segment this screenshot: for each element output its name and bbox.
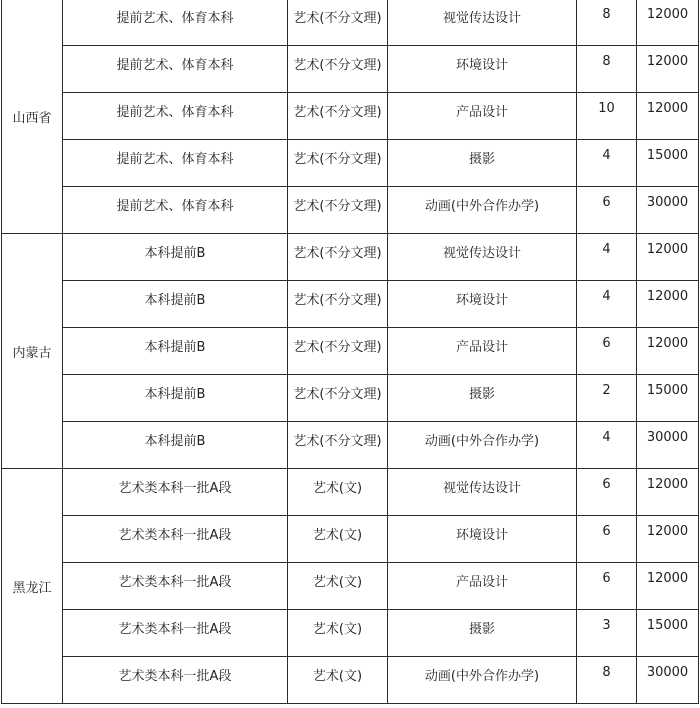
fee-cell — [637, 469, 699, 516]
category-cell — [288, 46, 388, 93]
major-cell-text: 产品设计 — [455, 105, 508, 120]
fee-cell — [637, 610, 699, 657]
fee-cell — [637, 0, 699, 46]
batch-cell-text: 艺术类本科一批A段 — [118, 481, 232, 496]
count-cell-text: 8 — [602, 665, 611, 680]
table-row — [2, 563, 699, 610]
category-cell-text: 艺术(文) — [312, 669, 363, 684]
count-cell — [577, 375, 637, 422]
category-cell — [288, 234, 388, 281]
fee-cell — [637, 657, 699, 704]
major-cell — [388, 563, 577, 610]
fee-cell — [637, 328, 699, 375]
batch-cell-text: 提前艺术、体育本科 — [116, 11, 234, 26]
major-cell-text: 视觉传达设计 — [442, 481, 521, 496]
fee-cell — [637, 93, 699, 140]
fee-cell-text: 15000 — [646, 618, 689, 633]
category-cell — [288, 93, 388, 140]
batch-cell — [63, 234, 288, 281]
table-row — [2, 469, 699, 516]
province-label: 内蒙古 — [12, 345, 52, 361]
count-cell-text: 4 — [602, 242, 611, 257]
fee-cell-text: 30000 — [646, 195, 689, 210]
category-cell-text: 艺术(不分文理) — [293, 246, 382, 261]
batch-cell-text: 本科提前B — [144, 387, 206, 402]
fee-cell-text: 12000 — [646, 242, 689, 257]
major-cell — [388, 46, 577, 93]
province-label: 山西省 — [12, 110, 52, 126]
major-cell — [388, 187, 577, 234]
batch-cell-text: 提前艺术、体育本科 — [116, 105, 234, 120]
fee-cell — [637, 46, 699, 93]
category-cell-text: 艺术(不分文理) — [293, 387, 382, 402]
table-row — [2, 46, 699, 93]
major-cell-text: 产品设计 — [455, 340, 508, 355]
table-row — [2, 657, 699, 704]
batch-cell-text: 本科提前B — [144, 340, 206, 355]
fee-cell — [637, 375, 699, 422]
count-cell-text: 4 — [602, 430, 611, 445]
fee-cell-text: 12000 — [646, 54, 689, 69]
table-row — [2, 187, 699, 234]
major-cell-text: 环境设计 — [455, 58, 508, 73]
major-cell-text: 产品设计 — [455, 575, 508, 590]
major-cell — [388, 281, 577, 328]
province-label: 黑龙江 — [12, 580, 52, 596]
count-cell-text: 3 — [602, 618, 611, 633]
count-cell — [577, 187, 637, 234]
table-row — [2, 234, 699, 281]
count-cell-text: 10 — [598, 101, 615, 116]
table-row — [2, 328, 699, 375]
category-cell — [288, 281, 388, 328]
category-cell-text: 艺术(不分文理) — [293, 199, 382, 214]
major-cell — [388, 0, 577, 46]
fee-cell-text: 12000 — [646, 7, 689, 22]
table-row — [2, 93, 699, 140]
category-cell-text: 艺术(文) — [312, 528, 363, 543]
category-cell-text: 艺术(文) — [312, 481, 363, 496]
count-cell-text: 6 — [602, 524, 611, 539]
major-cell — [388, 610, 577, 657]
major-cell — [388, 328, 577, 375]
batch-cell-text: 本科提前B — [144, 434, 206, 449]
count-cell-text: 6 — [602, 571, 611, 586]
batch-cell — [63, 657, 288, 704]
batch-cell-text: 艺术类本科一批A段 — [118, 575, 232, 590]
major-cell — [388, 140, 577, 187]
count-cell — [577, 234, 637, 281]
batch-cell — [63, 422, 288, 469]
batch-cell — [63, 328, 288, 375]
count-cell — [577, 281, 637, 328]
category-cell — [288, 187, 388, 234]
fee-cell-text: 12000 — [646, 101, 689, 116]
count-cell-text: 6 — [602, 195, 611, 210]
category-cell — [288, 328, 388, 375]
category-cell-text: 艺术(文) — [312, 622, 363, 637]
count-cell-text: 6 — [602, 336, 611, 351]
fee-cell-text: 12000 — [646, 524, 689, 539]
fee-cell — [637, 516, 699, 563]
major-cell-text: 动画(中外合作办学) — [424, 669, 540, 684]
count-cell-text: 8 — [602, 7, 611, 22]
count-cell — [577, 657, 637, 704]
count-cell-text: 4 — [602, 289, 611, 304]
batch-cell — [63, 563, 288, 610]
category-cell — [288, 469, 388, 516]
province-cell — [2, 0, 63, 234]
batch-cell — [63, 469, 288, 516]
fee-cell — [637, 187, 699, 234]
batch-cell — [63, 375, 288, 422]
batch-cell — [63, 0, 288, 46]
table-row — [2, 140, 699, 187]
batch-cell-text: 艺术类本科一批A段 — [118, 669, 232, 684]
batch-cell — [63, 516, 288, 563]
batch-cell — [63, 93, 288, 140]
batch-cell — [63, 187, 288, 234]
fee-cell — [637, 422, 699, 469]
table-row — [2, 610, 699, 657]
fee-cell — [637, 140, 699, 187]
category-cell-text: 艺术(不分文理) — [293, 152, 382, 167]
fee-cell-text: 12000 — [646, 336, 689, 351]
batch-cell-text: 本科提前B — [144, 293, 206, 308]
fee-cell-text: 15000 — [646, 148, 689, 163]
fee-cell-text: 12000 — [646, 289, 689, 304]
category-cell — [288, 516, 388, 563]
count-cell — [577, 140, 637, 187]
major-cell — [388, 93, 577, 140]
major-cell-text: 动画(中外合作办学) — [424, 434, 540, 449]
batch-cell-text: 提前艺术、体育本科 — [116, 152, 234, 167]
batch-cell-text: 提前艺术、体育本科 — [116, 58, 234, 73]
major-cell-text: 摄影 — [468, 387, 495, 402]
batch-cell-text: 提前艺术、体育本科 — [116, 199, 234, 214]
count-cell — [577, 328, 637, 375]
major-cell-text: 视觉传达设计 — [442, 246, 521, 261]
category-cell-text: 艺术(不分文理) — [293, 58, 382, 73]
category-cell — [288, 657, 388, 704]
table-row — [2, 375, 699, 422]
count-cell-text: 8 — [602, 54, 611, 69]
category-cell — [288, 0, 388, 46]
fee-cell — [637, 563, 699, 610]
table-row — [2, 281, 699, 328]
fee-cell-text: 15000 — [646, 383, 689, 398]
fee-cell — [637, 281, 699, 328]
category-cell-text: 艺术(不分文理) — [293, 434, 382, 449]
category-cell-text: 艺术(文) — [312, 575, 363, 590]
category-cell-text: 艺术(不分文理) — [293, 105, 382, 120]
category-cell — [288, 563, 388, 610]
major-cell — [388, 657, 577, 704]
count-cell-text: 6 — [602, 477, 611, 492]
major-cell — [388, 422, 577, 469]
category-cell-text: 艺术(不分文理) — [293, 293, 382, 308]
count-cell-text: 2 — [602, 383, 611, 398]
category-cell — [288, 375, 388, 422]
category-cell — [288, 422, 388, 469]
category-cell-text: 艺术(不分文理) — [293, 340, 382, 355]
category-cell — [288, 610, 388, 657]
count-cell — [577, 516, 637, 563]
major-cell-text: 视觉传达设计 — [442, 11, 521, 26]
table-row — [2, 0, 699, 46]
count-cell — [577, 563, 637, 610]
category-cell-text: 艺术(不分文理) — [293, 11, 382, 26]
fee-cell-text: 30000 — [646, 430, 689, 445]
count-cell-text: 4 — [602, 148, 611, 163]
major-cell — [388, 516, 577, 563]
batch-cell-text: 艺术类本科一批A段 — [118, 528, 232, 543]
category-cell — [288, 140, 388, 187]
major-cell-text: 动画(中外合作办学) — [424, 199, 540, 214]
major-cell-text: 环境设计 — [455, 528, 508, 543]
batch-cell — [63, 46, 288, 93]
fee-cell-text: 30000 — [646, 665, 689, 680]
major-cell — [388, 469, 577, 516]
major-cell-text: 摄影 — [468, 622, 495, 637]
batch-cell-text: 本科提前B — [144, 246, 206, 261]
count-cell — [577, 0, 637, 46]
batch-cell — [63, 140, 288, 187]
fee-cell-text: 12000 — [646, 571, 689, 586]
count-cell — [577, 46, 637, 93]
count-cell — [577, 93, 637, 140]
count-cell — [577, 610, 637, 657]
enrollment-table — [1, 0, 699, 704]
table-row — [2, 516, 699, 563]
batch-cell — [63, 610, 288, 657]
batch-cell — [63, 281, 288, 328]
major-cell-text: 环境设计 — [455, 293, 508, 308]
major-cell — [388, 234, 577, 281]
count-cell — [577, 469, 637, 516]
province-cell — [2, 234, 63, 469]
batch-cell-text: 艺术类本科一批A段 — [118, 622, 232, 637]
table-row — [2, 422, 699, 469]
major-cell-text: 摄影 — [468, 152, 495, 167]
fee-cell — [637, 234, 699, 281]
province-cell — [2, 469, 63, 704]
major-cell — [388, 375, 577, 422]
fee-cell-text: 12000 — [646, 477, 689, 492]
count-cell — [577, 422, 637, 469]
